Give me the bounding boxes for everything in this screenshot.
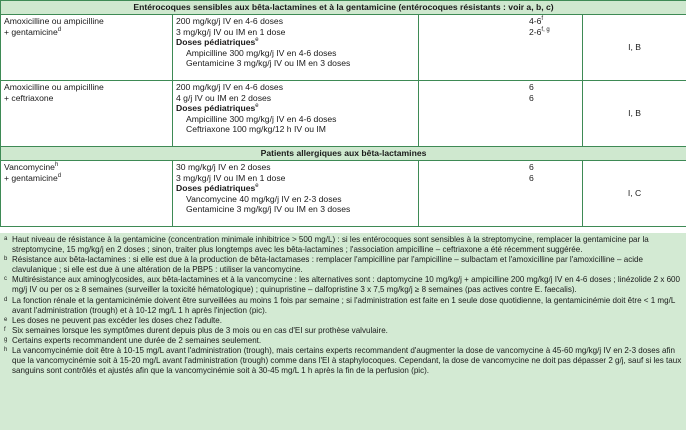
duration-cell: 6 6: [419, 81, 583, 147]
table-row: [1, 15, 686, 81]
table-row: [1, 81, 686, 147]
drug-cell: Vancomycine$^h$ + gentamicine$^d$: [1, 161, 173, 227]
recommendation-cell: I, B: [583, 15, 686, 81]
dose-cell: 200 mg/kg/j IV en 4-6 doses 3 mg/kg/j IV ou IM en 1 dose Doses pédiatriques$^e$ Ampicilline 300 mg/kg/j IV en 4-6 doses Gentamicine 3 mg/kg/j IV ou IM en 3 doses: [173, 15, 419, 81]
drug-cell: Amoxicilline ou ampicilline + gentamicine$^d$: [1, 15, 173, 81]
footnote-item: a Haut niveau de résistance à la gentamicine (concentration minimale inhibitrice > 500 mg/L) : si les entérocoques sont sensibles à la streptomycine, remplacer la gentamicine par la streptomycine, 15 mg/kg/j en 2 doses ; sinon, traiter plus longtemps avec les bêta-lactamines ; l'association ampicilline – ceftriaxone a été récemment suggérée.: [4, 235, 649, 255]
footnote-item: e Les doses ne peuvent pas excéder les doses chez l'adulte.: [4, 315, 222, 325]
table-row: [1, 161, 686, 227]
footnotes: [0, 233, 686, 430]
recommendation-cell: I, B: [583, 81, 686, 147]
footnote-item: h La vancomycinémie doit être à 10-15 mg/L avant l'administration (trough), mais certains experts recommandent d'augmenter la dose de vancomycine à 45-60 mg/kg/j IV en 2-3 doses afin que la vancomycinémie soit à 15-20 mg/L avant l'administration (trough) comme dans l'EI à staphylocoques. Cependant, la dose de vancomycine ne doit pas dépasser 2 g/j, sauf si les taux sanguins sont contrôlés et ajustés afin que la vancomycinémie soit à 30-45 mg/L 1 h après la fin de la perfusion (pic).: [4, 346, 682, 376]
footnote-item: d La fonction rénale et la gentamicinémie doivent être surveillées au moins 1 fois par semaine ; si l'administration est faite en 1 seule dose quotidienne, la gentamicinémie doit être < 1 mg/L avant l'administration (trough) et à 10-12 mg/L 1 h après l'injection (pic).: [4, 295, 676, 315]
dose-cell: 30 mg/kg/j IV en 2 doses 3 mg/kg/j IV ou IM en 1 dose Doses pédiatriques$^e$ Vancomycine 40 mg/kg/j IV en 2-3 doses Gentamicine 3 mg/kg/j IV ou IM en 3 doses: [173, 161, 419, 227]
footnote-item: f Six semaines lorsque les symptômes durent depuis plus de 3 mois ou en cas d'EI sur prothèse valvulaire.: [4, 325, 388, 335]
footnote-item: b Résistance aux bêta-lactamines : si elle est due à la production de bêta-lactamases : remplacer l'ampicilline par l'ampicilline – sulbactam et l'amoxicilline par l'amoxicilline – acide clavulanique ; si elle est due à une altération de la PBP5 : utiliser la vancomycine.: [4, 255, 643, 275]
dose-cell: 200 mg/kg/j IV en 4-6 doses 4 g/j IV ou IM en 2 doses Doses pédiatriques$^e$ Ampicilline 300 mg/kg/j IV en 4-6 doses Ceftriaxone 100 mg/kg/12 h IV ou IM: [173, 81, 419, 147]
footnote-item: c Multirésistance aux aminoglycosides, aux bêta-lactamines et à la vancomycine : les alternatives sont : daptomycine 10 mg/kg/j + ampicilline 200 mg/kg/j IV en 4-6 doses ; linézolide 2 x 600 mg/j IV ou per os ≥ 8 semaines (surveiller la toxicité hématologique) ; quinupristine – dalfopristine 3 x 7,5 mg/kg/j ≥ 8 semaines (pas actives contre E. faecalis).: [4, 275, 681, 295]
duration-cell: 6 6: [419, 161, 583, 227]
duration-cell: 4-6$^f$ 2-6$^{f, g}$: [419, 15, 583, 81]
section-header-allergic: Patients allergiques aux bêta-lactamines: [1, 147, 686, 161]
recommendation-cell: I, C: [583, 161, 686, 227]
drug-cell: Amoxicilline ou ampicilline + ceftriaxone: [1, 81, 173, 147]
footnote-item: g Certains experts recommandent une durée de 2 semaines seulement.: [4, 335, 262, 345]
section-header-sensitive: Entérocoques sensibles aux bêta-lactamines et à la gentamicine (entérocoques résistants : voir a, b, c): [1, 1, 686, 15]
